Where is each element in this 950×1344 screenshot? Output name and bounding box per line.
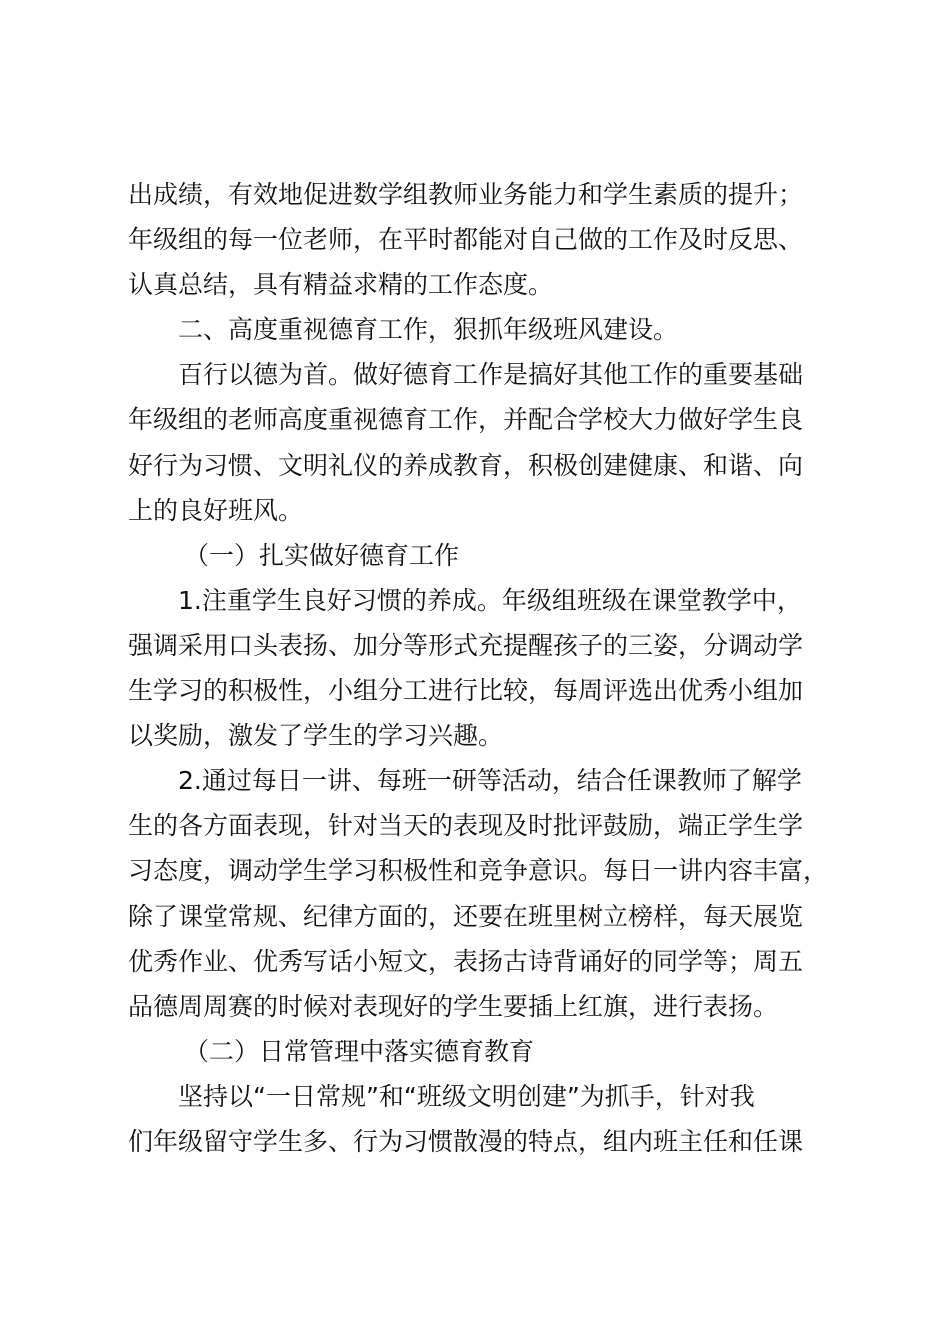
section-heading: 二、高度重视德育工作，狠抓年级班风建设。: [178, 315, 679, 345]
text-line: 出成绩，有效地促进数学组教师业务能力和学生素质的提升；: [128, 180, 804, 209]
text-line: 百行以德为首。做好德育工作是搞好其他工作的重要基础: [178, 360, 804, 390]
text-line: 1.注重学生良好习惯的养成。年级组班级在课堂教学中，: [178, 585, 802, 615]
subsection-heading: （一）扎实做好德育工作: [184, 540, 460, 570]
text-line: 认真总结，具有精益求精的工作态度。: [128, 270, 554, 300]
text-line: 2.通过每日一讲、每班一研等活动，结合任课教师了解学: [178, 766, 802, 796]
text-line: 好行为习惯、文明礼仪的养成教育，积极创建健康、和谐、向: [128, 450, 804, 480]
text-line: 习态度，调动学生学习积极性和竞争意识。每日一讲内容丰富，: [128, 856, 829, 886]
subsection-heading: （二）日常管理中落实德育教育: [184, 1036, 535, 1066]
text-line: 上的良好班风。: [128, 495, 304, 525]
text-line: 除了课堂常规、纪律方面的，还要在班里树立榜样，每天展览: [128, 901, 804, 931]
text-line: 强调采用口头表扬、加分等形式充提醒孩子的三姿，分调动学: [128, 630, 804, 660]
text-line: 生学习的积极性，小组分工进行比较，每周评选出优秀小组加: [128, 676, 804, 706]
text-line: 生的各方面表现，针对当天的表现及时批评鼓励，端正学生学: [128, 811, 804, 841]
text-line: 品德周周赛的时候对表现好的学生要插上红旗，进行表扬。: [128, 991, 779, 1021]
text-line: 以奖励，激发了学生的学习兴趣。: [128, 721, 504, 751]
text-line: 年级组的每一位老师，在平时都能对自己做的工作及时反思、: [128, 225, 804, 255]
text-line: 优秀作业、优秀写话小短文，表扬古诗背诵好的同学等；周五: [128, 946, 804, 976]
document-body: [128, 172, 840, 1164]
text-line: 们年级留守学生多、行为习惯散漫的特点，组内班主任和任课: [128, 1126, 804, 1156]
text-line: 坚持以“一日常规”和“班级文明创建”为抓手，针对我: [178, 1081, 755, 1111]
text-line: 年级组的老师高度重视德育工作，并配合学校大力做好学生良: [128, 405, 804, 435]
